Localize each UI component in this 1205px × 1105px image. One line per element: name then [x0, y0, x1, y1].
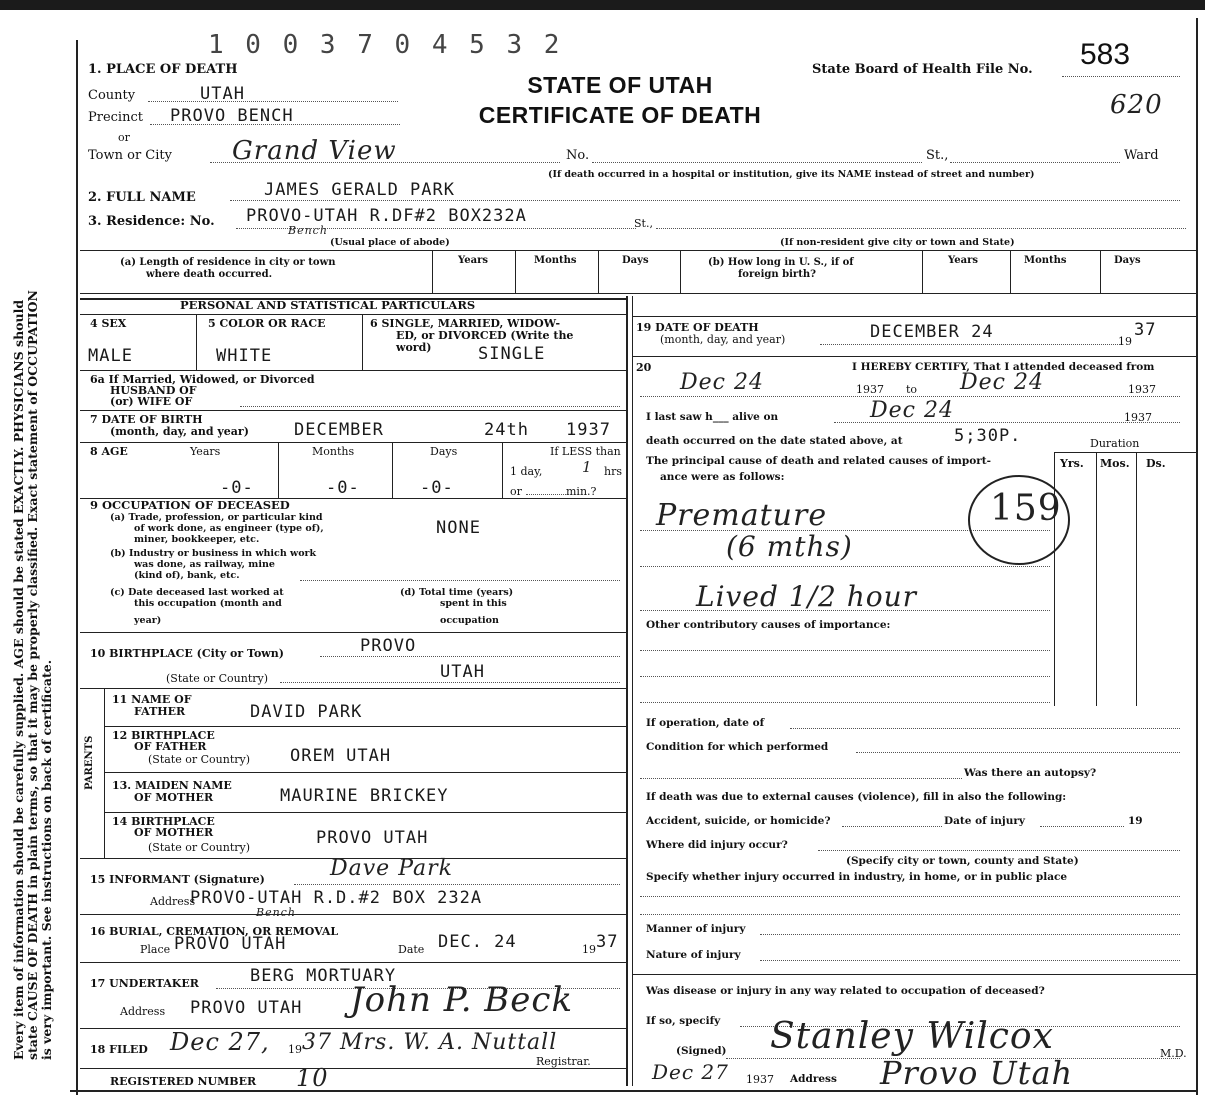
residence-value: PROVO-UTAH R.DF#2 BOX232A [246, 206, 527, 226]
right-top [632, 316, 1196, 317]
undertaker-address-label: Address [120, 1005, 166, 1018]
age-years: -0- [220, 478, 254, 498]
full-name-value: JAMES GERALD PARK [264, 180, 455, 200]
age-days: -0- [420, 478, 454, 498]
autopsy-label: Was there an autopsy? [964, 767, 1097, 779]
left-frame-line [76, 40, 78, 1095]
res-table-bottom [80, 293, 1196, 294]
cause-line-3 [640, 610, 1050, 611]
informant-address-label: Address [150, 895, 196, 908]
res-col-1 [432, 250, 433, 293]
physician-signature: Stanley Wilcox [770, 1016, 1054, 1057]
row-4-bottom [80, 370, 626, 371]
sign-year: 1937 [746, 1073, 774, 1086]
file-no-label: State Board of Health File No. [812, 62, 1033, 77]
operation-label: If operation, date of [646, 717, 765, 729]
specify-industry: Specify whether injury occurred in industry, in home, or in public place [646, 871, 1068, 883]
county-line [148, 101, 398, 102]
filed-date: Dec 27, [170, 1028, 270, 1056]
cause-line-2 [640, 566, 1050, 567]
certify-num: 20 [636, 361, 652, 374]
sex-col [196, 314, 197, 370]
or-label: or [118, 131, 130, 144]
death-date-label-b: (month, day, and year) [660, 333, 786, 346]
occ-b-line [300, 580, 620, 581]
occupation-value: NONE [436, 518, 481, 538]
informant-signature: Dave Park [330, 856, 453, 881]
res-length-label-a: (a) Length of residence in city or town [120, 257, 336, 268]
filed-label: 18 FILED [90, 1043, 148, 1056]
father-bp-label-a: 12 BIRTHPLACE [112, 729, 215, 742]
residence-label: 3. Residence: No. [88, 214, 215, 229]
condition-label: Condition for which performed [646, 741, 829, 753]
birthplace-state: UTAH [440, 662, 485, 682]
age-days-label: Days [430, 445, 458, 458]
where-line [818, 850, 1180, 851]
mother-bp-label-a: 14 BIRTHPLACE [112, 815, 215, 828]
death-date-label-a: 19 DATE OF DEATH [636, 321, 759, 334]
top-edge [0, 0, 1205, 10]
parents-side-label: PARENTS [84, 735, 95, 790]
dob-label-a: 7 DATE OF BIRTH [90, 413, 203, 426]
certify-text: I HEREBY CERTIFY, That I attended deceased from [852, 361, 1155, 373]
operation-line [790, 728, 1180, 729]
row-7-bottom [80, 442, 626, 443]
us-col-1 [922, 250, 923, 293]
occ-d2: spent in this [440, 598, 507, 609]
birthplace-state-label: (State or Country) [166, 672, 269, 685]
injury-date-label: Date of injury [944, 815, 1025, 827]
color-value: WHITE [216, 346, 273, 366]
less-hrs-value: 1 [582, 458, 593, 476]
less-label: If LESS than [550, 445, 621, 458]
sign-date: Dec 27 [652, 1060, 729, 1084]
residence-line [236, 228, 636, 229]
father-bp-label-c: (State or Country) [148, 753, 251, 766]
county-value: UTAH [200, 84, 245, 104]
death-year: 37 [1134, 320, 1157, 340]
town-value: Grand View [232, 136, 397, 166]
occupation-heading: 9 OCCUPATION OF DECEASED [90, 498, 290, 512]
undertaker-signature: John P. Beck [350, 980, 574, 1020]
row-6a-bottom [80, 410, 626, 411]
nature-line [760, 960, 1180, 961]
less-hrs: hrs [604, 465, 622, 478]
manner-label: Manner of injury [646, 923, 746, 935]
right-19-bottom [632, 356, 1196, 357]
occurred-label: death occurred on the date stated above, at [646, 435, 903, 447]
occ-a2: of work done, as engineer (type of), [134, 523, 324, 534]
dob-label-b: (month, day, and year) [110, 425, 249, 438]
burial-date-label: Date [398, 943, 425, 956]
town-line [210, 162, 560, 163]
attend-from-year: 1937 [856, 383, 884, 396]
marital-label-a: 6 SINGLE, MARRIED, WIDOW- [370, 317, 561, 330]
informant-bench: Bench [256, 906, 296, 919]
mother-label-a: 13. MAIDEN NAME [112, 779, 232, 792]
res-col-2 [515, 250, 516, 293]
physician-address: Provo Utah [880, 1054, 1074, 1092]
precinct-value: PROVO BENCH [170, 106, 294, 126]
local-no: 620 [1110, 90, 1163, 120]
nature-label: Nature of injury [646, 949, 741, 961]
age-months-label: Months [312, 445, 355, 458]
sex-value: MALE [88, 346, 133, 366]
ifso-label: If so, specify [646, 1015, 721, 1027]
spouse-line [240, 406, 620, 407]
st-line [950, 162, 1120, 163]
res-col-3 [598, 250, 599, 293]
ds-label: Ds. [1146, 457, 1166, 470]
death-time: 5;30P. [954, 426, 1022, 446]
father-label-a: 11 NAME OF [112, 693, 192, 706]
less-day: 1 day, [510, 465, 543, 478]
mother-bp-label-c: (State or Country) [148, 841, 251, 854]
death-date: DECEMBER 24 [870, 322, 994, 342]
right-frame-line [1196, 18, 1198, 1095]
certificate-title: CERTIFICATE OF DEATH [478, 102, 762, 128]
age-col-2 [392, 442, 393, 498]
father-value: DAVID PARK [250, 702, 363, 722]
color-label: 5 COLOR OR RACE [208, 317, 326, 330]
dob-value: DECEMBER [294, 420, 384, 440]
row-12-bottom [104, 772, 626, 773]
res-days: Days [622, 255, 649, 266]
duration-col-2 [1096, 452, 1097, 706]
cause-code-circle [964, 470, 1074, 570]
occ-b1: (b) Industry or business in which work [110, 548, 317, 559]
undertaker-name: BERG MORTUARY [250, 966, 397, 986]
burial-place: PROVO UTAH [174, 934, 287, 954]
burial-date: DEC. 24 [438, 932, 517, 952]
hospital-note: (If death occurred in a hospital or institution, give its NAME instead of street and number) [548, 169, 1035, 180]
burial-year-prefix: 19 [582, 943, 596, 956]
row-17-bottom [80, 1028, 626, 1029]
filed-year-prefix: 19 [288, 1043, 302, 1056]
less-or: or [510, 485, 522, 498]
last-saw-label: I last saw h___ alive on [646, 411, 779, 423]
res-col-4 [680, 250, 681, 293]
physician-address-label: Address [790, 1073, 837, 1085]
side-line-3: is very important. See instructions on back of certificate. [39, 659, 54, 1060]
duration-col-3 [1136, 452, 1137, 706]
attend-to: Dec 24 [960, 370, 1044, 395]
accident-label: Accident, suicide, or homicide? [646, 815, 831, 827]
center-divider-a [626, 296, 628, 1086]
row-18-bottom [80, 1068, 626, 1069]
burial-place-label: Place [140, 943, 171, 956]
mother-bp-value: PROVO UTAH [316, 828, 429, 848]
res-length-label-b: where death occurred. [146, 269, 273, 280]
marital-label-b: ED, or DIVORCED (Write the [396, 329, 574, 342]
industry-line-2 [640, 914, 1180, 915]
autopsy-line [640, 778, 962, 779]
occ-c3: year) [134, 615, 162, 626]
marital-value: SINGLE [478, 344, 546, 364]
informant-line [294, 884, 620, 885]
occ-b2: was done, as railway, mine [134, 559, 275, 570]
file-no: 583 [1080, 38, 1131, 71]
attend-to-year: 1937 [1128, 383, 1156, 396]
color-col [362, 314, 363, 370]
us-col-3 [1100, 250, 1101, 293]
precinct-line [150, 124, 400, 125]
cause-code: 159 [990, 488, 1062, 529]
ward-label: Ward [1124, 148, 1159, 163]
condition-line [856, 752, 1180, 753]
cause-2: (6 mths) [726, 530, 853, 563]
last-saw-line [834, 422, 1180, 423]
place-of-death-heading: 1. PLACE OF DEATH [88, 62, 238, 77]
state-title: STATE OF UTAH [527, 72, 713, 98]
spouse-label-c: (or) WIFE OF [110, 395, 193, 408]
us-years: Years [948, 255, 979, 266]
mother-value: MAURINE BRICKEY [280, 786, 449, 806]
row-16-bottom [80, 962, 626, 963]
spouse-label-a: 6a If Married, Widowed, or Divorced [90, 373, 315, 386]
res-years: Years [458, 255, 489, 266]
us-col-2 [1010, 250, 1011, 293]
yrs-label: Yrs. [1060, 457, 1084, 470]
informant-label: 15 INFORMANT (Signature) [90, 873, 265, 886]
marital-label-c: word) [396, 341, 432, 354]
specify-city: (Specify city or town, county and State) [846, 855, 1079, 867]
res-table-top [80, 250, 1196, 251]
side-instructions [12, 290, 54, 1060]
us-label-b: foreign birth? [738, 269, 816, 280]
row-13-bottom [104, 812, 626, 813]
occ-c2: this occupation (month and [134, 598, 282, 609]
side-line-2: state CAUSE OF DEATH in plain terms, so that it may be properly classified. Exact statement of OCCUPATION [25, 290, 40, 1060]
registrar-label: Registrar. [536, 1055, 591, 1068]
registered-number: 10 [296, 1064, 329, 1092]
registrar-signature: Mrs. W. A. Nuttall [340, 1030, 558, 1055]
last-saw-year: 1937 [1124, 411, 1152, 424]
serial-number: 1 0 0 3 7 0 4 5 3 2 [208, 30, 563, 60]
occ-a3: miner, bookkeeper, etc. [134, 534, 260, 545]
county-label: County [88, 88, 136, 103]
personal-title: PERSONAL AND STATISTICAL PARTICULARS [180, 298, 476, 312]
principal-label-a: The principal cause of death and related causes of import- [646, 455, 991, 467]
file-no-line [1062, 76, 1180, 77]
no-label: No. [566, 148, 590, 163]
undertaker-address: PROVO UTAH [190, 998, 303, 1018]
registered-number-label: REGISTERED NUMBER [110, 1075, 257, 1088]
right-external-bottom [632, 974, 1196, 975]
us-label-a: (b) How long in U. S., if of [708, 257, 854, 268]
age-months: -0- [326, 478, 360, 498]
row-15-bottom [80, 914, 626, 915]
injury-date-line [1040, 826, 1124, 827]
birthplace-label: 10 BIRTHPLACE (City or Town) [90, 647, 284, 660]
injury-year: 19 [1128, 815, 1143, 827]
center-divider-b [632, 296, 633, 1086]
age-col-1 [278, 442, 279, 498]
mother-label-b: OF MOTHER [134, 791, 214, 804]
principal-label-b: ance were as follows: [660, 471, 785, 483]
other-line-2 [640, 676, 1050, 677]
other-line-3 [640, 702, 1050, 703]
town-label: Town or City [88, 148, 172, 163]
row-10-bottom [80, 688, 626, 689]
burial-year: 37 [596, 932, 619, 952]
less-min: min.? [566, 485, 597, 498]
occ-c1: (c) Date deceased last worked at [110, 587, 284, 598]
external-label: If death was due to external causes (violence), fill in also the following: [646, 791, 1067, 803]
other-causes-label: Other contributory causes of importance: [646, 619, 891, 631]
side-line-1: Every item of information should be carefully supplied. AGE should be stated EXACTLY. PHYSICIANS should [11, 299, 26, 1060]
father-label-b: FATHER [134, 705, 186, 718]
age-years-label: Years [190, 445, 221, 458]
disease-label: Was disease or injury in any way related to occupation of deceased? [646, 985, 1045, 997]
full-name-line [230, 200, 1180, 201]
full-name-label: 2. FULL NAME [88, 190, 196, 205]
informant-address: PROVO-UTAH R.D.#2 BOX 232A [190, 888, 483, 908]
attend-from: Dec 24 [680, 370, 764, 395]
duration-label: Duration [1090, 437, 1140, 450]
parents-col [104, 688, 105, 858]
occ-d1: (d) Total time (years) [400, 587, 514, 598]
residence-line-2 [656, 228, 1186, 229]
accident-line [842, 826, 942, 827]
industry-line [640, 896, 1180, 897]
death-year-prefix: 19 [1118, 335, 1132, 348]
dob-year: 1937 [566, 420, 611, 440]
signed-label: (Signed) [676, 1045, 727, 1057]
father-bp-value: OREM UTAH [290, 746, 392, 766]
to-label: to [906, 383, 918, 396]
abode-note: (Usual place of abode) [330, 237, 450, 248]
birthplace-city: PROVO [360, 636, 417, 656]
birthplace-line [320, 656, 620, 657]
precinct-label: Precinct [88, 110, 143, 125]
us-days: Days [1114, 255, 1141, 266]
res-months: Months [534, 255, 577, 266]
attend-line [640, 396, 1180, 397]
cause-3: Lived 1/2 hour [696, 580, 918, 613]
dob-day: 24th [484, 420, 529, 440]
md-label: M.D. [1160, 1047, 1187, 1060]
age-label: 8 AGE [90, 445, 128, 458]
occ-d3: occupation [440, 615, 499, 626]
row-11-bottom [104, 726, 626, 727]
other-line-1 [640, 650, 1050, 651]
age-col-3 [502, 442, 503, 498]
cause-1: Premature [656, 498, 828, 533]
where-label: Where did injury occur? [646, 839, 788, 851]
duration-top [1054, 452, 1196, 453]
burial-label: 16 BURIAL, CREMATION, OR REMOVAL [90, 925, 339, 938]
row-9-bottom [80, 632, 626, 633]
death-date-line [820, 344, 1120, 345]
mos-label: Mos. [1100, 457, 1130, 470]
filed-year: 37 [302, 1030, 332, 1055]
occ-b3: (kind of), bank, etc. [134, 570, 240, 581]
no-line [592, 162, 922, 163]
occ-a1: (a) Trade, profession, or particular kind [110, 512, 323, 523]
nonresident-note: (If non-resident give city or town and State) [780, 237, 1015, 248]
st-label: St., [926, 148, 949, 163]
residence-bench: Bench [288, 224, 328, 237]
residence-st: St., [634, 217, 653, 230]
father-bp-label-b: OF FATHER [134, 740, 207, 753]
birthplace-state-line [280, 682, 620, 683]
last-saw: Dec 24 [870, 398, 954, 423]
undertaker-label: 17 UNDERTAKER [90, 977, 199, 990]
sex-label: 4 SEX [90, 317, 127, 330]
personal-title-line [80, 314, 626, 315]
mother-bp-label-b: OF MOTHER [134, 826, 214, 839]
manner-line [760, 934, 1180, 935]
less-min-line [526, 494, 566, 495]
cause-line-1 [640, 530, 1050, 531]
spouse-label-b: HUSBAND OF [110, 384, 197, 397]
us-months: Months [1024, 255, 1067, 266]
